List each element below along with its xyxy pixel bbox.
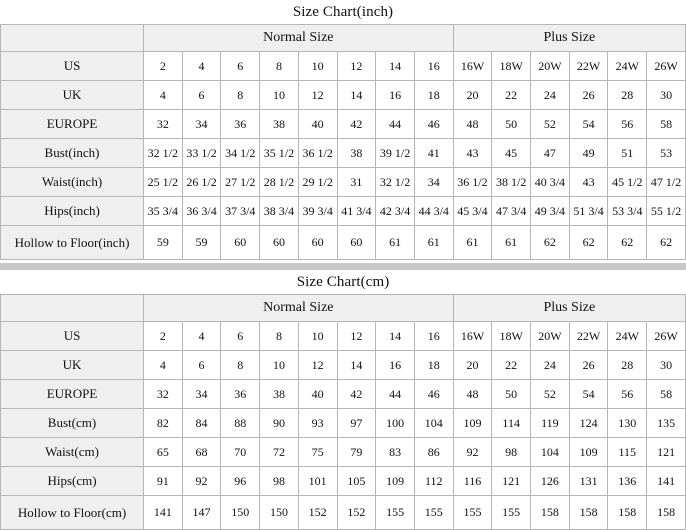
cell: 45 1/2 [608,168,647,197]
table-row [1,226,686,260]
cell: 35 1/2 [260,139,299,168]
cell: 22 [492,81,531,110]
cell: 72 [260,438,299,467]
cell: 82 [144,409,183,438]
size-table-inch [0,24,686,260]
cell: 109 [569,438,608,467]
cell: 37 3/4 [221,197,260,226]
cell: 20 [453,351,492,380]
cell: 47 [531,139,570,168]
table-row [1,110,686,139]
cell: 56 [608,380,647,409]
cell: 44 [376,380,415,409]
cell: 30 [647,351,686,380]
row-label-hips: Hips(cm) [1,467,144,496]
cell: 62 [647,226,686,260]
cell: 48 [453,380,492,409]
table-row [1,380,686,409]
cell: 121 [492,467,531,496]
cell: 28 1/2 [260,168,299,197]
cell: 28 [608,351,647,380]
cell: 2 [144,322,183,351]
cell: 8 [221,81,260,110]
cell: 26W [647,322,686,351]
cell: 155 [414,496,453,530]
cell: 51 [608,139,647,168]
table-row [1,438,686,467]
cell: 49 [569,139,608,168]
cell: 70 [221,438,260,467]
cell: 53 3/4 [608,197,647,226]
cell: 45 3/4 [453,197,492,226]
cell: 46 [414,380,453,409]
cell: 119 [531,409,570,438]
cell: 131 [569,467,608,496]
cell: 36 1/2 [298,139,337,168]
cell: 53 [647,139,686,168]
cell: 27 1/2 [221,168,260,197]
cell: 79 [337,438,376,467]
cell: 51 3/4 [569,197,608,226]
row-label-uk: UK [1,81,144,110]
cell: 36 3/4 [182,197,221,226]
cell: 14 [376,322,415,351]
cell: 10 [260,81,299,110]
cell: 158 [569,496,608,530]
cell: 135 [647,409,686,438]
cell: 12 [298,351,337,380]
size-chart-cm [0,270,686,530]
table-group-header-row [1,25,686,52]
cell: 62 [608,226,647,260]
row-label-waist: Waist(cm) [1,438,144,467]
cell: 16 [376,81,415,110]
cell: 109 [453,409,492,438]
table-row [1,467,686,496]
cell: 18 [414,81,453,110]
cell: 32 1/2 [144,139,183,168]
cell: 38 [260,380,299,409]
row-label-us: US [1,322,144,351]
table-row [1,197,686,226]
cell: 60 [298,226,337,260]
table-row [1,409,686,438]
cell: 20W [531,322,570,351]
cell: 30 [647,81,686,110]
cell: 36 [221,110,260,139]
cell: 41 3/4 [337,197,376,226]
cell: 96 [221,467,260,496]
cell: 101 [298,467,337,496]
cell: 18 [414,351,453,380]
row-label-europe: EUROPE [1,110,144,139]
cell: 25 1/2 [144,168,183,197]
cell: 83 [376,438,415,467]
cell: 55 1/2 [647,197,686,226]
cell: 109 [376,467,415,496]
cell: 22W [569,52,608,81]
cell: 50 [492,380,531,409]
cell: 62 [531,226,570,260]
cell: 10 [298,52,337,81]
row-label-bust: Bust(inch) [1,139,144,168]
cell: 6 [221,52,260,81]
cell: 20W [531,52,570,81]
cell: 100 [376,409,415,438]
table-row [1,168,686,197]
cell: 158 [531,496,570,530]
cell: 24W [608,322,647,351]
cell: 34 1/2 [221,139,260,168]
cell: 45 [492,139,531,168]
table-row [1,139,686,168]
cell: 34 [182,380,221,409]
cell: 43 [569,168,608,197]
cell: 92 [182,467,221,496]
cell: 147 [182,496,221,530]
cell: 8 [260,322,299,351]
chart-title-cm: Size Chart(cm) [0,270,686,294]
cell: 98 [260,467,299,496]
cell: 38 1/2 [492,168,531,197]
cell: 6 [182,81,221,110]
cell: 40 [298,380,337,409]
cell: 98 [492,438,531,467]
cell: 48 [453,110,492,139]
cell: 54 [569,110,608,139]
cell: 62 [569,226,608,260]
cell: 41 [414,139,453,168]
cell: 91 [144,467,183,496]
cell: 61 [376,226,415,260]
cell: 59 [182,226,221,260]
cell: 28 [608,81,647,110]
cell: 32 [144,110,183,139]
cell: 54 [569,380,608,409]
cell: 52 [531,380,570,409]
cell: 65 [144,438,183,467]
cell: 42 [337,380,376,409]
cell: 44 [376,110,415,139]
cell: 105 [337,467,376,496]
cell: 4 [144,81,183,110]
row-label-us: US [1,52,144,81]
cell: 61 [414,226,453,260]
cell: 124 [569,409,608,438]
cell: 10 [260,351,299,380]
row-label-europe: EUROPE [1,380,144,409]
cell: 38 [337,139,376,168]
row-label-bust: Bust(cm) [1,409,144,438]
cell: 112 [414,467,453,496]
cell: 32 [144,380,183,409]
cell: 46 [414,110,453,139]
cell: 35 3/4 [144,197,183,226]
cell: 16W [453,52,492,81]
cell: 6 [182,351,221,380]
cell: 126 [531,467,570,496]
cell: 60 [337,226,376,260]
row-label-hollow-to-floor: Hollow to Floor(inch) [1,226,144,260]
row-label-waist: Waist(inch) [1,168,144,197]
table-corner-cell [1,25,144,52]
cell: 18W [492,52,531,81]
cell: 26 1/2 [182,168,221,197]
cell: 44 3/4 [414,197,453,226]
cell: 36 [221,380,260,409]
table-row [1,52,686,81]
table-row [1,496,686,530]
cell: 152 [298,496,337,530]
cell: 152 [337,496,376,530]
cell: 39 1/2 [376,139,415,168]
cell: 16W [453,322,492,351]
cell: 16 [376,351,415,380]
cell: 84 [182,409,221,438]
cell: 93 [298,409,337,438]
cell: 4 [182,52,221,81]
group-header-plus-size: Plus Size [453,295,685,322]
cell: 155 [453,496,492,530]
cell: 50 [492,110,531,139]
cell: 16 [414,322,453,351]
cell: 42 [337,110,376,139]
cell: 97 [337,409,376,438]
cell: 158 [647,496,686,530]
table-corner-cell [1,295,144,322]
cell: 14 [337,351,376,380]
size-table-cm [0,294,686,530]
chart-title-inch: Size Chart(inch) [0,0,686,24]
cell: 150 [221,496,260,530]
cell: 40 3/4 [531,168,570,197]
cell: 59 [144,226,183,260]
size-chart-inch [0,0,686,263]
cell: 14 [337,81,376,110]
cell: 68 [182,438,221,467]
cell: 4 [182,322,221,351]
cell: 18W [492,322,531,351]
cell: 8 [221,351,260,380]
cell: 88 [221,409,260,438]
cell: 116 [453,467,492,496]
cell: 58 [647,380,686,409]
cell: 47 1/2 [647,168,686,197]
cell: 26 [569,351,608,380]
cell: 20 [453,81,492,110]
cell: 24 [531,81,570,110]
cell: 60 [260,226,299,260]
cell: 22W [569,322,608,351]
cell: 29 1/2 [298,168,337,197]
cell: 141 [647,467,686,496]
cell: 12 [337,52,376,81]
cell: 90 [260,409,299,438]
cell: 24W [608,52,647,81]
group-header-normal-size: Normal Size [144,295,454,322]
cell: 75 [298,438,337,467]
cell: 130 [608,409,647,438]
cell: 52 [531,110,570,139]
cell: 32 1/2 [376,168,415,197]
cell: 40 [298,110,337,139]
row-label-hips: Hips(inch) [1,197,144,226]
cell: 31 [337,168,376,197]
row-label-hollow-to-floor: Hollow to Floor(cm) [1,496,144,530]
cell: 155 [492,496,531,530]
table-group-header-row [1,295,686,322]
cell: 155 [376,496,415,530]
cell: 104 [531,438,570,467]
cell: 56 [608,110,647,139]
cell: 33 1/2 [182,139,221,168]
cell: 38 [260,110,299,139]
cell: 92 [453,438,492,467]
cell: 8 [260,52,299,81]
cell: 24 [531,351,570,380]
cell: 121 [647,438,686,467]
cell: 14 [376,52,415,81]
cell: 4 [144,351,183,380]
cell: 34 [182,110,221,139]
cell: 39 3/4 [298,197,337,226]
table-row [1,322,686,351]
cell: 61 [492,226,531,260]
cell: 150 [260,496,299,530]
cell: 104 [414,409,453,438]
cell: 2 [144,52,183,81]
group-header-plus-size: Plus Size [453,25,685,52]
cell: 6 [221,322,260,351]
cell: 58 [647,110,686,139]
cell: 12 [337,322,376,351]
row-label-uk: UK [1,351,144,380]
cell: 38 3/4 [260,197,299,226]
cell: 16 [414,52,453,81]
cell: 36 1/2 [453,168,492,197]
cell: 22 [492,351,531,380]
cell: 61 [453,226,492,260]
cell: 115 [608,438,647,467]
cell: 136 [608,467,647,496]
cell: 86 [414,438,453,467]
cell: 42 3/4 [376,197,415,226]
table-row [1,81,686,110]
cell: 26 [569,81,608,110]
cell: 34 [414,168,453,197]
cell: 60 [221,226,260,260]
cell: 10 [298,322,337,351]
cell: 141 [144,496,183,530]
cell: 43 [453,139,492,168]
cell: 26W [647,52,686,81]
cell: 49 3/4 [531,197,570,226]
cell: 47 3/4 [492,197,531,226]
cell: 12 [298,81,337,110]
cell: 158 [608,496,647,530]
table-row [1,351,686,380]
cell: 114 [492,409,531,438]
group-header-normal-size: Normal Size [144,25,454,52]
